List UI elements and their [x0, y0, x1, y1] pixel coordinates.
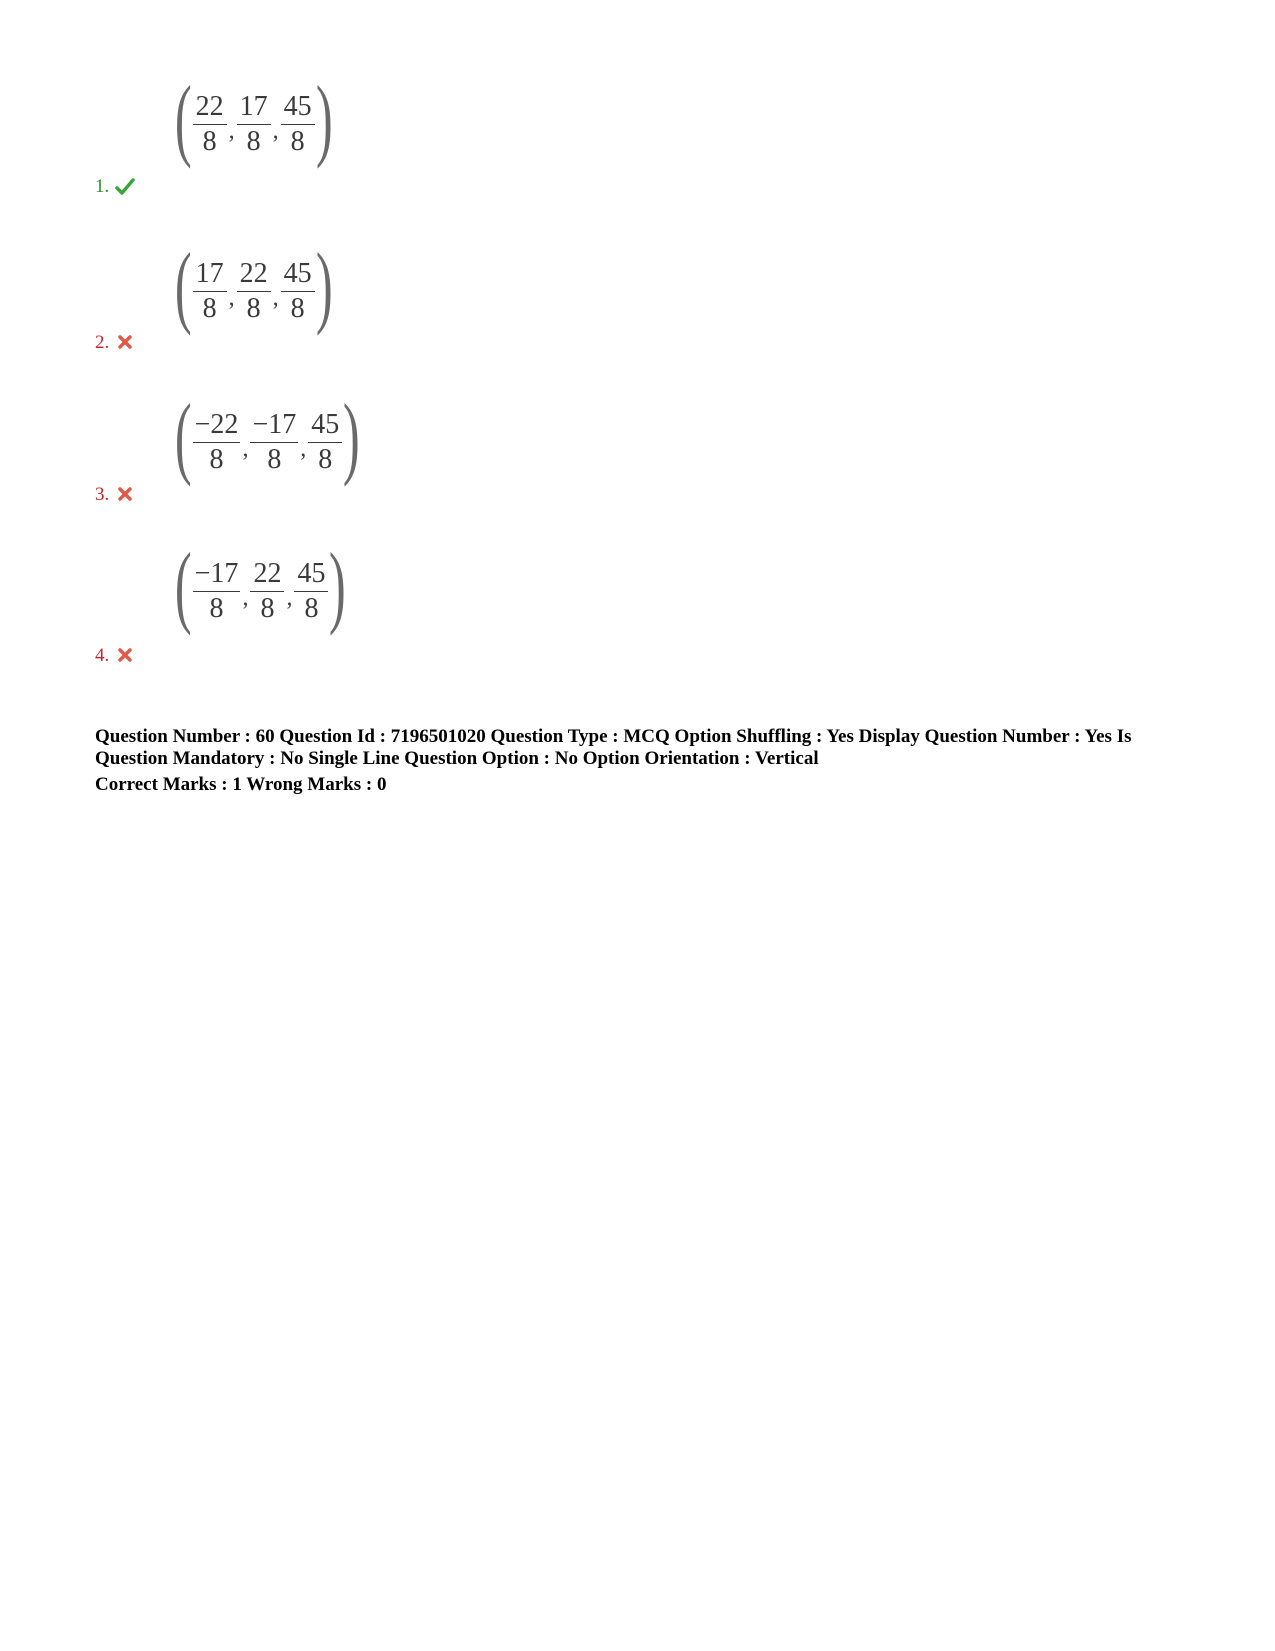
option-number: 2. — [95, 332, 110, 353]
option-4-expression: ( $\frac{-17}{8}$ , $\frac{22}{8}$ , $\frac{45}{8}$ ) — [174, 534, 347, 636]
fraction — [237, 92, 271, 156]
numerator: 17 — [193, 259, 227, 291]
option-number: 4. — [95, 645, 110, 666]
numerator: 45 — [281, 92, 315, 124]
fraction — [294, 559, 328, 623]
numerator: 45 — [294, 559, 328, 591]
fraction — [193, 92, 227, 156]
option-number: 1. — [95, 176, 110, 197]
option-1-label — [95, 176, 135, 198]
question-meta-line: Question Number : 60 Question Id : 7196501020 Question Type : MCQ Option Shuffling : Yes Display Question Number : Yes Is Question Mandatory : No Single Line Question Option : No Option Orientation : Vertical — [95, 726, 1132, 769]
left-paren: ( — [174, 385, 192, 487]
numerator: −22 — [193, 410, 241, 442]
option-2-label — [95, 332, 135, 354]
denominator: 8 — [209, 443, 224, 475]
option-number: 3. — [95, 484, 110, 505]
check-icon — [115, 178, 135, 196]
right-paren: ) — [343, 385, 360, 487]
option-4-label — [95, 645, 135, 667]
denominator: 8 — [304, 592, 319, 624]
numerator: 22 — [250, 559, 284, 591]
denominator: 8 — [318, 443, 333, 475]
right-paren: ) — [315, 67, 333, 169]
numerator: 45 — [308, 410, 342, 442]
numerator: 45 — [281, 259, 315, 291]
denominator: 8 — [260, 592, 275, 624]
denominator: 8 — [290, 292, 305, 324]
numerator: −17 — [250, 410, 298, 442]
fraction — [237, 259, 271, 323]
fraction — [250, 410, 298, 474]
denominator: 8 — [209, 592, 224, 624]
denominator: 8 — [246, 292, 261, 324]
denominator: 8 — [267, 443, 282, 475]
option-3-label — [95, 484, 135, 506]
fraction — [281, 259, 315, 323]
marks-line: Correct Marks : 1 Wrong Marks : 0 — [95, 774, 387, 795]
fraction — [281, 92, 315, 156]
numerator: 17 — [237, 92, 271, 124]
denominator: 8 — [246, 125, 261, 157]
right-paren: ) — [315, 234, 333, 336]
left-paren: ( — [174, 234, 192, 336]
option-2-expression: ( $\frac{17}{8}$ , $\frac{22}{8}$ , $\frac{45}{8}$ ) — [174, 234, 333, 336]
left-paren: ( — [174, 67, 192, 169]
numerator: 22 — [193, 92, 227, 124]
denominator: 8 — [290, 125, 305, 157]
left-paren: ( — [174, 534, 192, 636]
fraction — [193, 559, 241, 623]
option-3-expression: ( $\frac{-22}{8}$ , $\frac{-17}{8}$ , $\frac{45}{8}$ ) — [174, 385, 360, 487]
question-meta — [95, 726, 1195, 796]
fraction — [250, 559, 284, 623]
right-paren: ) — [329, 534, 347, 636]
fraction — [193, 259, 227, 323]
fraction — [308, 410, 342, 474]
cross-icon — [115, 647, 135, 665]
denominator: 8 — [202, 292, 217, 324]
numerator: −17 — [193, 559, 241, 591]
cross-icon — [115, 334, 135, 352]
fraction — [193, 410, 241, 474]
cross-icon — [115, 486, 135, 504]
numerator: 22 — [237, 259, 271, 291]
option-1-expression: ( $\frac{22}{8}$ , $\frac{17}{8}$ , $\frac{45}{8}$ ) — [174, 67, 333, 169]
denominator: 8 — [202, 125, 217, 157]
